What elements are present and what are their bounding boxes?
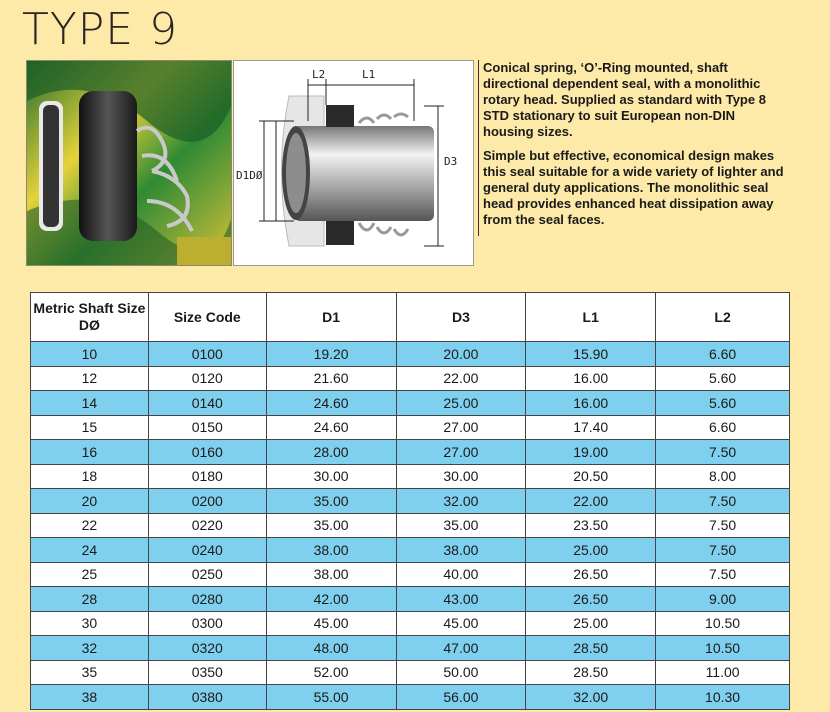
seal-photo-image: [27, 61, 232, 266]
cell-size-code: 0200: [148, 489, 266, 514]
cell-l1: 26.50: [526, 562, 656, 587]
cell-l1: 16.00: [526, 391, 656, 416]
cell-l1: 25.00: [526, 611, 656, 636]
cell-d1: 35.00: [266, 513, 396, 538]
cell-shaft-size: 10: [31, 342, 149, 367]
cell-d3: 27.00: [396, 415, 526, 440]
cell-d1: 45.00: [266, 611, 396, 636]
cell-l2: 7.50: [656, 489, 790, 514]
cell-shaft-size: 22: [31, 513, 149, 538]
cell-l2: 6.60: [656, 342, 790, 367]
cell-size-code: 0140: [148, 391, 266, 416]
label-d3: D3: [444, 155, 458, 168]
cell-d3: 38.00: [396, 538, 526, 563]
cell-shaft-size: 25: [31, 562, 149, 587]
cell-l2: 5.60: [656, 366, 790, 391]
cell-l1: 22.00: [526, 489, 656, 514]
cell-l2: 5.60: [656, 391, 790, 416]
cell-d1: 19.20: [266, 342, 396, 367]
cell-d1: 21.60: [266, 366, 396, 391]
cell-shaft-size: 28: [31, 587, 149, 612]
cell-shaft-size: 16: [31, 440, 149, 465]
cell-d3: 35.00: [396, 513, 526, 538]
cell-l2: 7.50: [656, 440, 790, 465]
table-row: [31, 611, 790, 636]
table-row: [31, 562, 790, 587]
cell-d3: 47.00: [396, 636, 526, 661]
cell-shaft-size: 12: [31, 366, 149, 391]
cell-l1: 17.40: [526, 415, 656, 440]
cell-size-code: 0220: [148, 513, 266, 538]
cell-size-code: 0300: [148, 611, 266, 636]
cell-l1: 32.00: [526, 685, 656, 710]
cell-size-code: 0160: [148, 440, 266, 465]
cell-d1: 24.60: [266, 391, 396, 416]
cell-d3: 20.00: [396, 342, 526, 367]
cell-l2: 7.50: [656, 562, 790, 587]
cell-d1: 28.00: [266, 440, 396, 465]
label-l1: L1: [362, 68, 376, 81]
table-row: [31, 538, 790, 563]
cell-size-code: 0250: [148, 562, 266, 587]
table-row: [31, 489, 790, 514]
cell-l2: 10.50: [656, 611, 790, 636]
cell-size-code: 0180: [148, 464, 266, 489]
product-photo: [26, 60, 232, 266]
label-d1-d: D1DØ: [236, 169, 263, 182]
header-shaft-size: Metric Shaft Size DØ: [31, 293, 149, 342]
technical-drawing: [233, 60, 474, 266]
cell-l2: 10.30: [656, 685, 790, 710]
header-l1: L1: [526, 293, 656, 342]
cell-d3: 50.00: [396, 660, 526, 685]
table-row: [31, 636, 790, 661]
cell-size-code: 0240: [148, 538, 266, 563]
cell-l1: 20.50: [526, 464, 656, 489]
cell-d3: 27.00: [396, 440, 526, 465]
cell-shaft-size: 30: [31, 611, 149, 636]
product-description: [478, 60, 788, 236]
cell-size-code: 0120: [148, 366, 266, 391]
cell-l1: 23.50: [526, 513, 656, 538]
cell-d1: 52.00: [266, 660, 396, 685]
cell-shaft-size: 15: [31, 415, 149, 440]
table-row: [31, 440, 790, 465]
cell-l2: 11.00: [656, 660, 790, 685]
cell-l2: 9.00: [656, 587, 790, 612]
cell-shaft-size: 24: [31, 538, 149, 563]
header-d3: D3: [396, 293, 526, 342]
cell-d3: 30.00: [396, 464, 526, 489]
cell-l1: 16.00: [526, 366, 656, 391]
table-body: [31, 342, 790, 710]
cell-size-code: 0100: [148, 342, 266, 367]
cell-shaft-size: 18: [31, 464, 149, 489]
cell-l1: 25.00: [526, 538, 656, 563]
table-row: [31, 415, 790, 440]
cell-d3: 56.00: [396, 685, 526, 710]
cell-l2: 7.50: [656, 538, 790, 563]
cell-d1: 38.00: [266, 538, 396, 563]
cell-d1: 30.00: [266, 464, 396, 489]
cell-size-code: 0320: [148, 636, 266, 661]
cell-d1: 35.00: [266, 489, 396, 514]
table-row: [31, 342, 790, 367]
cell-d3: 45.00: [396, 611, 526, 636]
cell-shaft-size: 32: [31, 636, 149, 661]
table-row: [31, 513, 790, 538]
header-size-code: Size Code: [148, 293, 266, 342]
cell-d1: 55.00: [266, 685, 396, 710]
cell-l1: 26.50: [526, 587, 656, 612]
cell-d1: 42.00: [266, 587, 396, 612]
cell-d1: 38.00: [266, 562, 396, 587]
cell-l1: 28.50: [526, 636, 656, 661]
cell-l1: 28.50: [526, 660, 656, 685]
cell-l2: 7.50: [656, 513, 790, 538]
cell-shaft-size: 14: [31, 391, 149, 416]
table-row: [31, 391, 790, 416]
table-row: [31, 587, 790, 612]
seal-diagram: [234, 61, 475, 267]
table-row: [31, 366, 790, 391]
cell-d3: 43.00: [396, 587, 526, 612]
cell-d3: 32.00: [396, 489, 526, 514]
cell-d3: 25.00: [396, 391, 526, 416]
table-header-row: [31, 293, 790, 342]
cell-size-code: 0380: [148, 685, 266, 710]
cell-d1: 24.60: [266, 415, 396, 440]
dimensions-table: [30, 292, 790, 710]
cell-l1: 19.00: [526, 440, 656, 465]
table-row: [31, 685, 790, 710]
page-title: TYPE 9: [22, 4, 179, 55]
description-paragraph-2: Simple but effective, economical design makes this seal suitable for a wide variety of lighter and general duty applications. The monolithic seal head provides enhanced heat dissipation away from the seal faces.: [483, 148, 784, 227]
label-l2: L2: [312, 68, 326, 81]
header-l2: L2: [656, 293, 790, 342]
table-row: [31, 464, 790, 489]
cell-d3: 22.00: [396, 366, 526, 391]
cell-l2: 10.50: [656, 636, 790, 661]
cell-l2: 6.60: [656, 415, 790, 440]
cell-l2: 8.00: [656, 464, 790, 489]
description-paragraph-1: Conical spring, ‘O’-Ring mounted, shaft directional dependent seal, with a monolithic rotary head. Supplied as standard with Type 8 STD stationary to suit European non-DIN housing sizes.: [483, 60, 766, 139]
cell-shaft-size: 35: [31, 660, 149, 685]
cell-d3: 40.00: [396, 562, 526, 587]
header-d1: D1: [266, 293, 396, 342]
cell-size-code: 0150: [148, 415, 266, 440]
cell-d1: 48.00: [266, 636, 396, 661]
cell-shaft-size: 38: [31, 685, 149, 710]
cell-shaft-size: 20: [31, 489, 149, 514]
cell-l1: 15.90: [526, 342, 656, 367]
table-row: [31, 660, 790, 685]
cell-size-code: 0350: [148, 660, 266, 685]
cell-size-code: 0280: [148, 587, 266, 612]
